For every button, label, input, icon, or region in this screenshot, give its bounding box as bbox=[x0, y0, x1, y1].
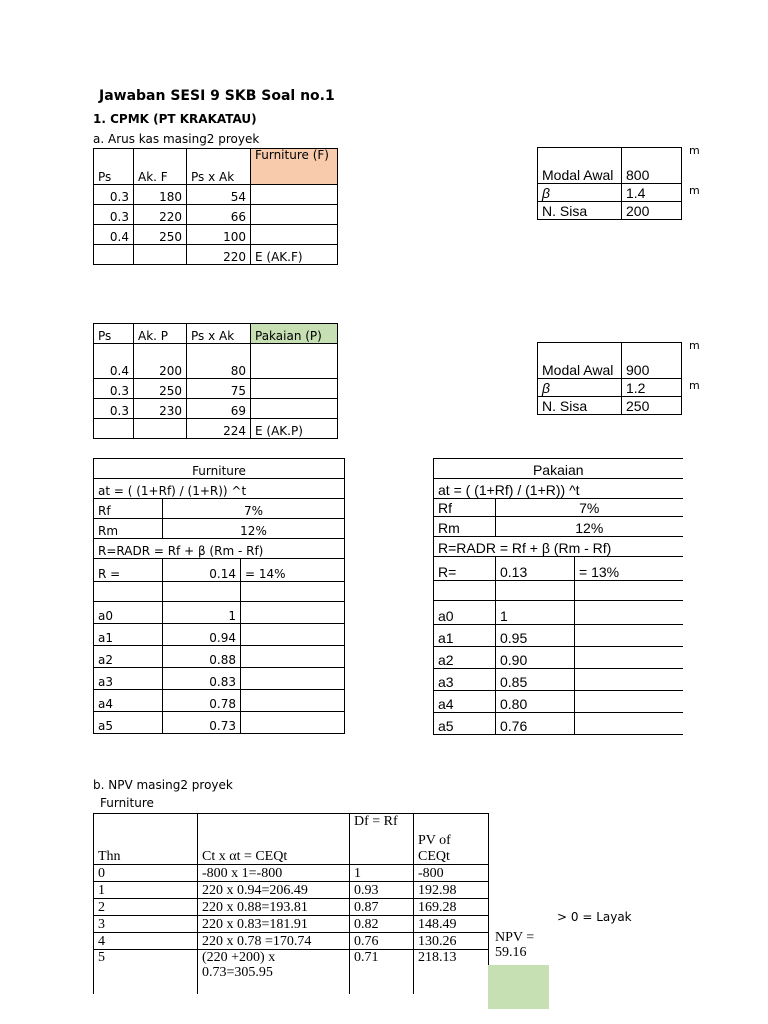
modal-awal-label: Modal Awal bbox=[538, 148, 622, 184]
beta-value: 1.4 bbox=[622, 184, 682, 202]
cell bbox=[575, 625, 683, 647]
r-value: 0.14 bbox=[163, 559, 241, 582]
r-value: 0.13 bbox=[496, 557, 575, 581]
cell bbox=[163, 582, 241, 602]
a-label: a5 bbox=[94, 712, 163, 734]
cell: -800 x 1=-800 bbox=[198, 865, 350, 882]
npv-table bbox=[93, 813, 489, 994]
r-percent: = 13% bbox=[575, 557, 683, 581]
cell bbox=[94, 419, 134, 439]
furniture-capital-box bbox=[537, 147, 682, 220]
header-thn: Thn bbox=[94, 814, 198, 865]
beta-value: 1.2 bbox=[622, 379, 682, 397]
cell bbox=[241, 582, 345, 602]
npv-result bbox=[495, 930, 534, 961]
cell bbox=[94, 582, 163, 602]
section-heading: 1. CPMK (PT KRAKATAU) bbox=[93, 112, 257, 126]
formula: at = ( (1+Rf) / (1+R)) ^t bbox=[94, 479, 345, 499]
cell: 5 bbox=[94, 950, 198, 994]
a-label: a2 bbox=[434, 647, 496, 669]
cell: 66 bbox=[187, 205, 251, 225]
cell: 100 bbox=[187, 225, 251, 245]
cell: 169.28 bbox=[414, 899, 489, 916]
header-ak: Ak. F bbox=[134, 149, 187, 185]
cell: 0.3 bbox=[94, 399, 134, 419]
a-value: 0.88 bbox=[163, 646, 241, 668]
unit-label: m bbox=[689, 339, 700, 352]
a-value: 0.76 bbox=[496, 713, 575, 735]
cell: 69 bbox=[187, 399, 251, 419]
cell bbox=[251, 399, 338, 419]
cell: 230 bbox=[134, 399, 187, 419]
cell: 4 bbox=[94, 933, 198, 950]
cell: 1 bbox=[350, 865, 414, 882]
cell bbox=[251, 225, 338, 245]
nilai-sisa-value: 250 bbox=[622, 397, 682, 415]
rf-label: Rf bbox=[434, 499, 496, 517]
a-value: 0.94 bbox=[163, 624, 241, 646]
cell: 54 bbox=[187, 185, 251, 205]
cell bbox=[575, 691, 683, 713]
cell bbox=[241, 712, 345, 734]
cell bbox=[134, 419, 187, 439]
a-label: a4 bbox=[434, 691, 496, 713]
header-psxak: Ps x Ak bbox=[187, 324, 251, 344]
cell: 0.4 bbox=[94, 225, 134, 245]
cell: 0 bbox=[94, 865, 198, 882]
r-label: R= bbox=[434, 557, 496, 581]
cell: 192.98 bbox=[414, 882, 489, 899]
feasibility-note: > 0 = Layak bbox=[557, 910, 632, 924]
a-value: 0.80 bbox=[496, 691, 575, 713]
cell: 0.3 bbox=[94, 185, 134, 205]
header-df: Df = Rf bbox=[350, 814, 414, 865]
a-value: 0.90 bbox=[496, 647, 575, 669]
cell: 220 x 0.78 =170.74 bbox=[198, 933, 350, 950]
cell: 250 bbox=[134, 225, 187, 245]
document-title: Jawaban SESI 9 SKB Soal no.1 bbox=[99, 88, 335, 104]
rm-label: Rm bbox=[94, 519, 163, 539]
cell bbox=[251, 344, 338, 379]
header-ps: Ps bbox=[94, 149, 134, 185]
cell: (220 +200) x 0.73=305.95 bbox=[198, 950, 350, 994]
header-ceq: Ct x αt = CEQt bbox=[198, 814, 350, 865]
unit-label: m bbox=[689, 144, 700, 157]
rm-value: 12% bbox=[496, 517, 683, 537]
table-title: Pakaian bbox=[434, 459, 683, 479]
header-pakaian: Pakaian (P) bbox=[251, 324, 338, 344]
a-label: a0 bbox=[434, 601, 496, 625]
a-value: 1 bbox=[496, 601, 575, 625]
r-label: R = bbox=[94, 559, 163, 582]
total-label: E (AK.P) bbox=[251, 419, 338, 439]
unit-label: m bbox=[689, 379, 700, 392]
unit-label: m bbox=[689, 184, 700, 197]
cell: 220 x 0.94=206.49 bbox=[198, 882, 350, 899]
rf-value: 7% bbox=[163, 499, 345, 519]
cell bbox=[575, 601, 683, 625]
a-value: 0.83 bbox=[163, 668, 241, 690]
cell bbox=[241, 668, 345, 690]
cell bbox=[575, 581, 683, 601]
total-value: 224 bbox=[187, 419, 251, 439]
pakaian-capital-box bbox=[537, 342, 682, 415]
header-pv: PV of CEQt bbox=[414, 814, 489, 865]
npv-highlight-cell bbox=[488, 965, 549, 1009]
modal-awal-value: 900 bbox=[622, 343, 682, 379]
formula: at = ( (1+Rf) / (1+R)) ^t bbox=[434, 479, 683, 499]
total-value: 220 bbox=[187, 245, 251, 265]
a-label: a2 bbox=[94, 646, 163, 668]
header-furniture: Furniture (F) bbox=[251, 149, 338, 185]
a-label: a0 bbox=[94, 602, 163, 624]
cell bbox=[241, 624, 345, 646]
a-label: a5 bbox=[434, 713, 496, 735]
cell: 0.87 bbox=[350, 899, 414, 916]
cell bbox=[94, 245, 134, 265]
cell: 0.4 bbox=[94, 344, 134, 379]
radr-formula: R=RADR = Rf + β (Rm - Rf) bbox=[434, 537, 683, 557]
cell bbox=[575, 669, 683, 691]
a-label: a4 bbox=[94, 690, 163, 712]
cell: 200 bbox=[134, 344, 187, 379]
beta-label: β bbox=[538, 184, 622, 202]
section-b-sublabel: Furniture bbox=[100, 796, 154, 810]
cell: 1 bbox=[94, 882, 198, 899]
cell: 218.13 bbox=[414, 950, 489, 994]
cell: 80 bbox=[187, 344, 251, 379]
cell: 250 bbox=[134, 379, 187, 399]
a-value: 1 bbox=[163, 602, 241, 624]
section-b-label: b. NPV masing2 proyek bbox=[93, 778, 233, 792]
npv-value: 59.16 bbox=[495, 945, 527, 961]
nilai-sisa-label: N. Sisa bbox=[538, 202, 622, 220]
cell: 130.26 bbox=[414, 933, 489, 950]
nilai-sisa-value: 200 bbox=[622, 202, 682, 220]
beta-label: β bbox=[538, 379, 622, 397]
a-value: 0.95 bbox=[496, 625, 575, 647]
cell bbox=[434, 581, 496, 601]
cell: 2 bbox=[94, 899, 198, 916]
a-value: 0.73 bbox=[163, 712, 241, 734]
cell bbox=[575, 713, 683, 735]
rm-value: 12% bbox=[163, 519, 345, 539]
pakaian-coefficient-table bbox=[433, 458, 683, 735]
cell bbox=[241, 646, 345, 668]
npv-label: NPV = bbox=[495, 930, 535, 945]
cell bbox=[251, 205, 338, 225]
cell: 0.71 bbox=[350, 950, 414, 994]
cell: 220 x 0.88=193.81 bbox=[198, 899, 350, 916]
a-value: 0.78 bbox=[163, 690, 241, 712]
cell: 0.82 bbox=[350, 916, 414, 933]
section-a-label: a. Arus kas masing2 proyek bbox=[93, 132, 260, 146]
cell: 0.3 bbox=[94, 205, 134, 225]
cell bbox=[134, 245, 187, 265]
rm-label: Rm bbox=[434, 517, 496, 537]
cell: 180 bbox=[134, 185, 187, 205]
table-title: Furniture bbox=[94, 459, 345, 479]
total-label: E (AK.F) bbox=[251, 245, 338, 265]
furniture-coefficient-table bbox=[93, 458, 345, 734]
rf-value: 7% bbox=[496, 499, 683, 517]
cell: 0.93 bbox=[350, 882, 414, 899]
a-label: a3 bbox=[94, 668, 163, 690]
cell: 75 bbox=[187, 379, 251, 399]
cell bbox=[496, 581, 575, 601]
cell bbox=[575, 647, 683, 669]
cell bbox=[251, 185, 338, 205]
r-percent: = 14% bbox=[241, 559, 345, 582]
cell: -800 bbox=[414, 865, 489, 882]
rf-label: Rf bbox=[94, 499, 163, 519]
header-ps: Ps bbox=[94, 324, 134, 344]
a-label: a1 bbox=[434, 625, 496, 647]
nilai-sisa-label: N. Sisa bbox=[538, 397, 622, 415]
a-label: a1 bbox=[94, 624, 163, 646]
cell: 220 x 0.83=181.91 bbox=[198, 916, 350, 933]
cell: 0.76 bbox=[350, 933, 414, 950]
a-value: 0.85 bbox=[496, 669, 575, 691]
radr-formula: R=RADR = Rf + β (Rm - Rf) bbox=[94, 539, 345, 559]
modal-awal-value: 800 bbox=[622, 148, 682, 184]
pakaian-cashflow-table bbox=[93, 323, 338, 439]
header-psxak: Ps x Ak bbox=[187, 149, 251, 185]
cell: 148.49 bbox=[414, 916, 489, 933]
cell bbox=[241, 602, 345, 624]
cell: 0.3 bbox=[94, 379, 134, 399]
cell: 220 bbox=[134, 205, 187, 225]
furniture-cashflow-table bbox=[93, 148, 338, 265]
cell: 3 bbox=[94, 916, 198, 933]
cell bbox=[251, 379, 338, 399]
cell bbox=[241, 690, 345, 712]
header-ak: Ak. P bbox=[134, 324, 187, 344]
a-label: a3 bbox=[434, 669, 496, 691]
modal-awal-label: Modal Awal bbox=[538, 343, 622, 379]
